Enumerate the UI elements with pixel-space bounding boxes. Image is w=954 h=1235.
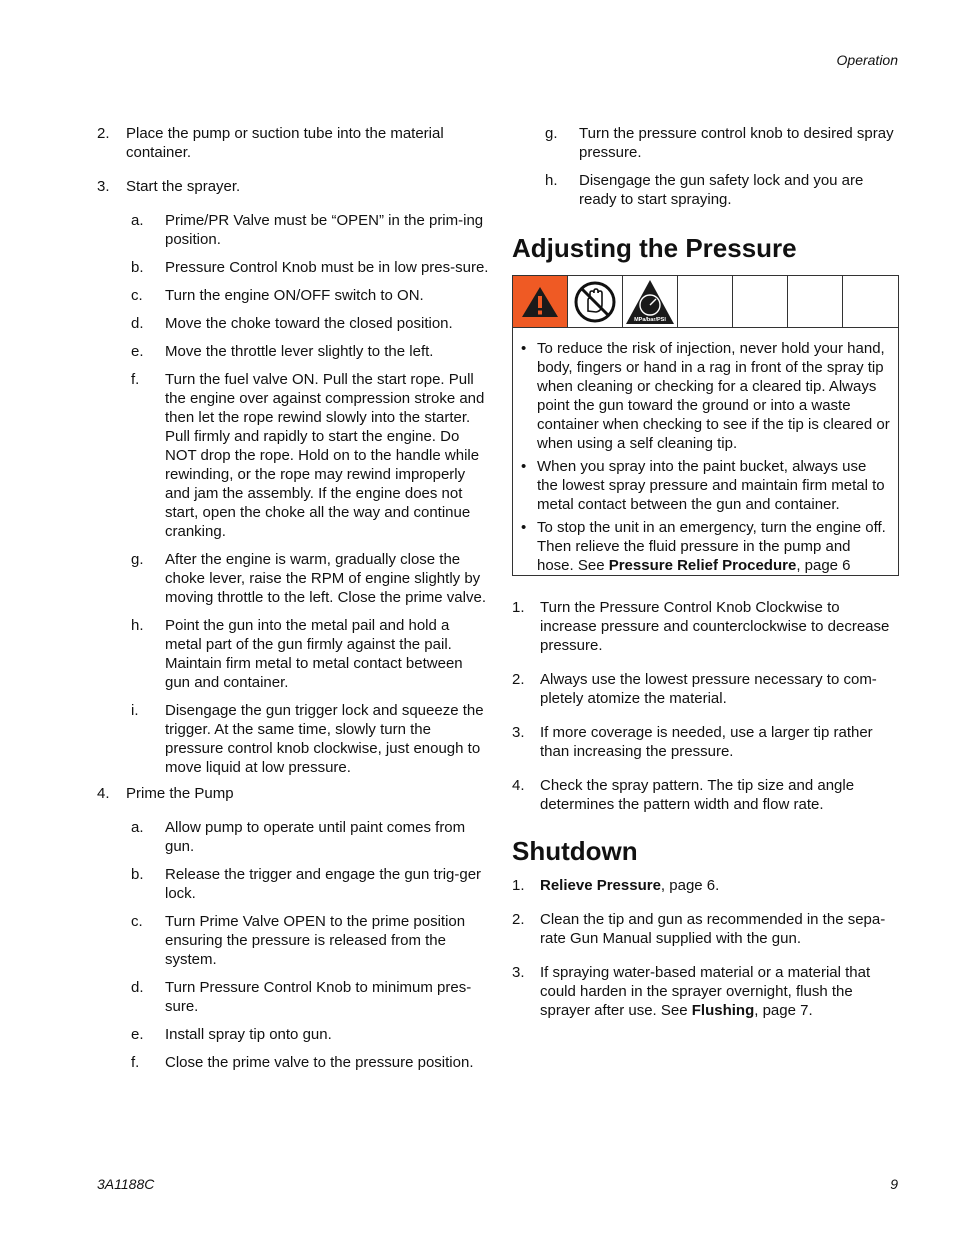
- step-number: 2.: [512, 911, 525, 928]
- substep-text: Pressure Control Knob must be in low pres-sure.: [165, 259, 489, 276]
- substep-text: Move the choke toward the closed position.: [165, 315, 453, 332]
- shutdown-step: [512, 963, 900, 1020]
- relieve-pressure-link[interactable]: Relieve Pressure: [540, 877, 661, 894]
- substep-text: Point the gun into the metal pail and hold a metal part of the gun firmly against the pail. Maintain firm metal to metal contact between gun and container.: [165, 617, 463, 691]
- no-hand-icon: [568, 276, 623, 327]
- adjust-step: [512, 670, 900, 708]
- warning-bullets: [513, 328, 898, 575]
- step-text-suffix: , page 7.: [754, 1002, 813, 1019]
- substep-letter: d.: [131, 979, 144, 996]
- substep-letter: b.: [131, 259, 144, 276]
- bullet-text: When you spray into the paint bucket, always use the lowest spray pressure and maintain firm metal to metal contact between the gun and container.: [537, 458, 885, 513]
- step-text-prefix: If spraying water-based material or a material that could harden in the sprayer overnight, flush the sprayer after use. See: [540, 964, 871, 1019]
- step-number: 4.: [97, 785, 110, 802]
- substep-text: Install spray tip onto gun.: [165, 1026, 332, 1043]
- substep-letter: a.: [131, 212, 144, 229]
- step-number: 4.: [512, 777, 525, 794]
- bullet-dot: •: [521, 519, 527, 536]
- substep: [512, 124, 900, 162]
- pressure-gauge-icon: [623, 276, 678, 327]
- substep: [97, 978, 489, 1016]
- shutdown-step: [512, 876, 900, 895]
- warning-triangle-icon: [513, 276, 568, 327]
- substep-letter: f.: [131, 1054, 140, 1071]
- step-number: 3.: [512, 724, 525, 741]
- substep-letter: e.: [131, 343, 144, 360]
- substep: [97, 865, 489, 903]
- step-text-suffix: , page 6.: [660, 877, 720, 894]
- substep-letter: g.: [131, 551, 144, 568]
- pressure-relief-link[interactable]: Pressure Relief Procedure: [608, 557, 797, 574]
- substep: [97, 701, 489, 777]
- warning-icon-row: [513, 276, 898, 328]
- gauge-label: MPa/bar/PSI: [634, 316, 666, 323]
- substep-letter: h.: [545, 172, 558, 189]
- substep: [97, 314, 489, 333]
- substep: [512, 171, 900, 209]
- left-column: [97, 124, 489, 1081]
- step-4: [97, 784, 489, 803]
- step-text: Place the pump or suction tube into the material container.: [126, 125, 444, 161]
- substep-letter: c.: [131, 287, 143, 304]
- substep-letter: c.: [131, 913, 143, 930]
- substep-text: After the engine is warm, gradually close the choke lever, raise the RPM of engine slightly by moving throttle to the left. Close the prime valve.: [165, 551, 486, 606]
- bullet-text: , page 6: [796, 557, 851, 574]
- substep: [97, 616, 489, 692]
- step-2: [97, 124, 489, 162]
- substep-letter: i.: [131, 702, 139, 719]
- bullet-dot: •: [521, 458, 527, 475]
- substep-letter: d.: [131, 315, 144, 332]
- bullet-text: To stop the unit in an emergency, turn the engine off. Then relieve the fluid pressure in the pump and hose. See: [537, 519, 886, 574]
- substep-letter: a.: [131, 819, 144, 836]
- section-title-adjusting-pressure: Adjusting the Pressure: [512, 233, 797, 263]
- step-number: 2.: [97, 125, 110, 142]
- adjust-step: [512, 776, 900, 814]
- step-number: 1.: [512, 877, 525, 894]
- substep-text: Turn the engine ON/OFF switch to ON.: [165, 287, 424, 304]
- substep-text: Disengage the gun safety lock and you are ready to start spraying.: [579, 172, 864, 208]
- step-text: Clean the tip and gun as recommended in the sepa-rate Gun Manual supplied with the gun.: [540, 911, 886, 947]
- empty-icon-cell: [733, 276, 788, 327]
- substep-letter: g.: [545, 125, 558, 142]
- substep-text: Prime/PR Valve must be “OPEN” in the prim-ing position.: [165, 212, 484, 248]
- substep: [97, 370, 489, 541]
- substep: [97, 258, 489, 277]
- step-number: 2.: [512, 671, 525, 688]
- section-header: Operation: [836, 52, 898, 68]
- step-number: 1.: [512, 599, 525, 616]
- substep: [97, 1025, 489, 1044]
- substep-text: Close the prime valve to the pressure position.: [165, 1054, 474, 1071]
- step-text: Prime the Pump: [126, 785, 234, 802]
- right-column: [512, 124, 900, 1035]
- substep-text: Allow pump to operate until paint comes from gun.: [165, 819, 466, 855]
- document-id: 3A1188C: [97, 1176, 155, 1192]
- shutdown-step: [512, 910, 900, 948]
- substep-text: Turn Pressure Control Knob to minimum pres-sure.: [165, 979, 472, 1015]
- empty-icon-cell: [788, 276, 843, 327]
- step-number: 3.: [512, 964, 525, 981]
- warning-bullet: [519, 518, 890, 575]
- substep-letter: e.: [131, 1026, 144, 1043]
- substep: [97, 286, 489, 305]
- substep: [97, 550, 489, 607]
- substep: [97, 211, 489, 249]
- step-4-substeps: [97, 818, 489, 1072]
- step-text: Always use the lowest pressure necessary to com-pletely atomize the material.: [540, 671, 877, 707]
- adjust-step: [512, 723, 900, 761]
- flushing-link[interactable]: Flushing: [691, 1002, 755, 1019]
- step-text: Check the spray pattern. The tip size and angle determines the pattern width and flow rate.: [540, 777, 855, 813]
- substep-letter: f.: [131, 371, 140, 388]
- substep-letter: b.: [131, 866, 144, 883]
- empty-icon-cell: [678, 276, 733, 327]
- step-text: Turn the Pressure Control Knob Clockwise to increase pressure and counterclockwise to decrease pressure.: [540, 599, 890, 654]
- page-number: 9: [890, 1176, 898, 1192]
- step-text: If more coverage is needed, use a larger tip rather than increasing the pressure.: [540, 724, 873, 760]
- substep: [97, 818, 489, 856]
- adjust-step: [512, 598, 900, 655]
- step-3-substeps: [97, 211, 489, 777]
- section-title-shutdown: Shutdown: [512, 836, 638, 866]
- bullet-dot: •: [521, 340, 527, 357]
- step-text: [540, 963, 900, 1020]
- warning-box: [512, 275, 899, 576]
- substep-text: Turn the fuel valve ON. Pull the start rope. Pull the engine over against compression stroke and then let the rope rewind slowly into the starter. Pull firmly and rapidly to start the engine. Do NOT drop the rope. Hold on to the handle while rewinding, or the rope may rewind improperly and jam the assembly. If the engine does not start, open the choke all the way and continue cranking.: [165, 371, 485, 540]
- step-number: 3.: [97, 178, 110, 195]
- substep-text: Disengage the gun trigger lock and squeeze the trigger. At the same time, slowly turn the pressure control knob clockwise, just enough to move liquid at low pressure.: [165, 702, 484, 776]
- substep-letter: h.: [131, 617, 144, 634]
- substep: [97, 912, 489, 969]
- substep: [97, 1053, 489, 1072]
- substep-text: Turn Prime Valve OPEN to the prime position ensuring the pressure is released from the system.: [165, 913, 466, 968]
- bullet-text: To reduce the risk of injection, never hold your hand, body, fingers or hand in a rag in front of the spray tip when cleaning or checking for a cleared tip. Always point the gun toward the ground or into a waste container when checking to see if the tip is cleared or when using a self cleaning tip.: [537, 340, 890, 452]
- substep-text: Release the trigger and engage the gun trig-ger lock.: [165, 866, 482, 902]
- warning-bullet: [519, 457, 890, 514]
- empty-icon-cell: [843, 276, 898, 327]
- substep-text: Turn the pressure control knob to desired spray pressure.: [579, 125, 894, 161]
- step-text: [540, 876, 900, 895]
- step-text: Start the sprayer.: [126, 178, 241, 195]
- substep: [97, 342, 489, 361]
- substep-text: Move the throttle lever slightly to the left.: [165, 343, 434, 360]
- warning-bullet: [519, 339, 890, 453]
- step-3: [97, 177, 489, 196]
